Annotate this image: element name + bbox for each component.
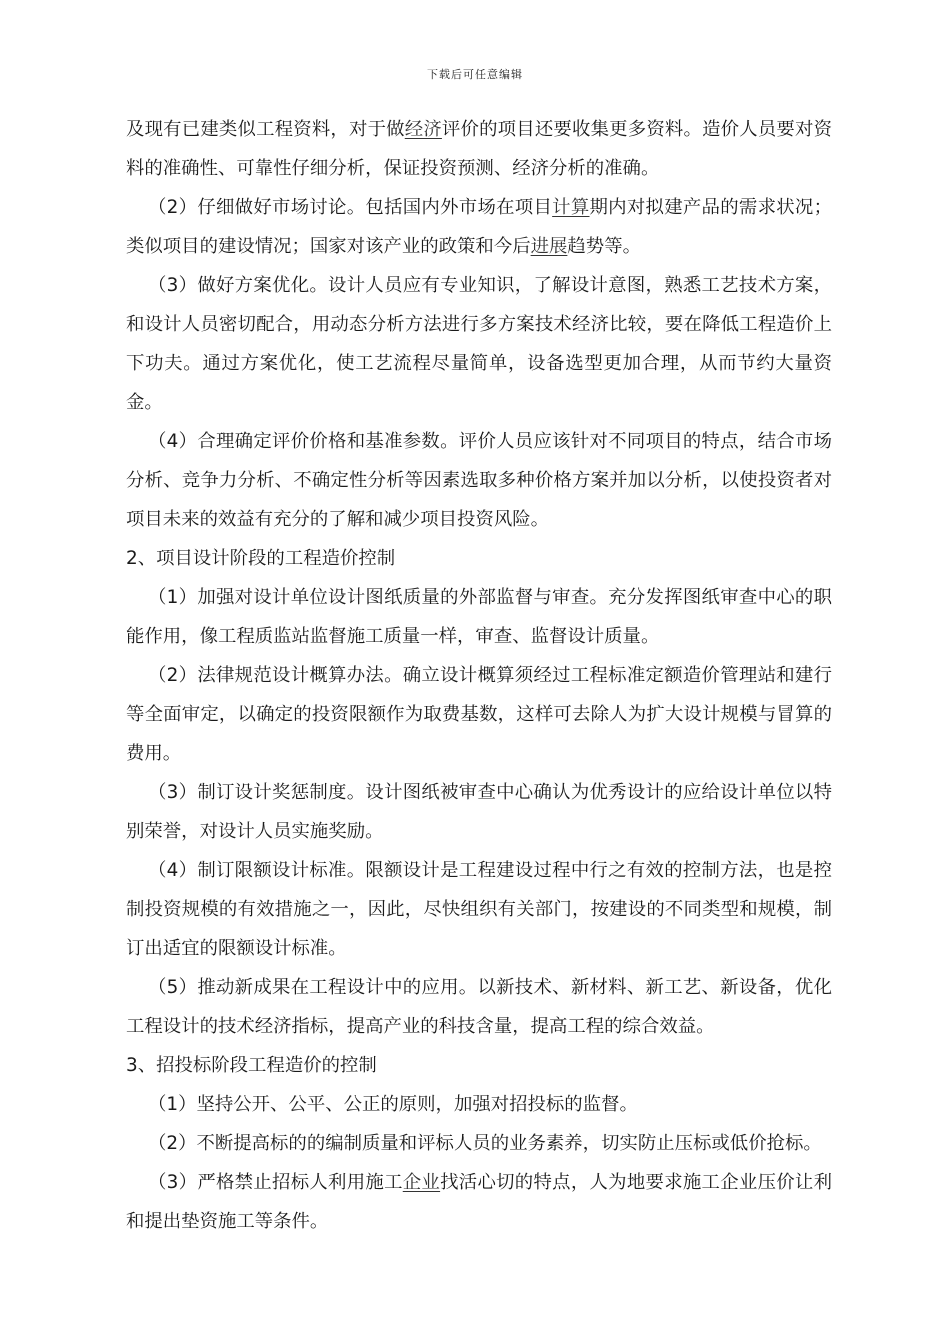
paragraph-price-parameters: （4）合理确定评价价格和基准参数。评价人员应该针对不同项目的特点，结合市场分析、竞争力分析、不确定性分析等因素选取多种价格方案并加以分析，以使投资者对项目未来的效益有充分的了解和减少项目投资风险。 (126, 431, 832, 530)
paragraph-reward-system: （3）制订设计奖惩制度。设计图纸被审查中心确认为优秀设计的应给设计单位以特别荣誉，对设计人员实施奖励。 (126, 782, 832, 842)
paragraph-plan-optimization: （3）做好方案优化。设计人员应有专业知识，了解设计意图，熟悉工艺技术方案，和设计人员密切配合，用动态分析方法进行多方案技术经济比较，要在降低工程造价上下功夫。通过方案优化，使工艺流程尽量简单，设备选型更加合理，从而节约大量资金。 (126, 275, 832, 413)
paragraph-budget-method: （2）法律规范设计概算办法。确立设计概算须经过工程标准定额造价管理站和建行等全面审定，以确定的投资限额作为取费基数，这样可去除人为扩大设计规模与冒算的费用。 (126, 665, 832, 764)
text-run: 找活心切的特点，人为地要求施工企业压价让利和提出垫资施工等条件。 (126, 1172, 832, 1232)
text-run: （2）仔细做好市场讨论。包括国内外市场在项目 (148, 197, 553, 218)
paragraph-market-research (126, 188, 832, 266)
text-run: 及现有已建类似工程资料，对于做 (126, 119, 405, 140)
link-jingji[interactable]: 经济 (404, 119, 442, 140)
page-header: 下载后可任意编辑 (427, 68, 523, 81)
paragraph-open-fair: （1）坚持公开、公平、公正的原则，加强对招投标的监督。 (148, 1094, 638, 1115)
paragraph-prohibit-pressure (126, 1163, 832, 1241)
paragraph-continuation (126, 110, 832, 188)
section-heading-bidding-stage: 3、招投标阶段工程造价的控制 (126, 1055, 377, 1076)
link-qiye[interactable]: 企业 (402, 1172, 441, 1193)
link-jisuan[interactable]: 计算 (552, 197, 590, 218)
link-jinzhan[interactable]: 进展 (530, 236, 568, 257)
text-run: 趋势等。 (567, 236, 641, 257)
document-body (126, 110, 832, 1241)
section-heading-design-stage: 2、项目设计阶段的工程造价控制 (126, 548, 396, 569)
paragraph-bid-quality: （2）不断提高标的的编制质量和评标人员的业务素养，切实防止压标或低价抢标。 (148, 1133, 822, 1154)
text-run: 评价的项目还要收集更多资料。造价人员要对资料的准确性、可靠性仔细分析，保证投资预测、经济分析的准确。 (126, 119, 832, 179)
text-run: 期内对拟建产品的需求状况；类似项目的建设情况；国家对该产业的政策和今后 (126, 197, 832, 257)
paragraph-limit-design: （4）制订限额设计标准。限额设计是工程建设过程中行之有效的控制方法，也是控制投资规模的有效措施之一，因此，尽快组织有关部门，按建设的不同类型和规模，制订出适宜的限额设计标准。 (126, 860, 832, 959)
text-run: （3）严格禁止招标人利用施工 (148, 1172, 403, 1193)
paragraph-design-supervision: （1）加强对设计单位设计图纸质量的外部监督与审查。充分发挥图纸审查中心的职能作用，像工程质监站监督施工质量一样，审查、监督设计质量。 (126, 587, 832, 647)
paragraph-new-achievements: （5）推动新成果在工程设计中的应用。以新技术、新材料、新工艺、新设备，优化工程设计的技术经济指标，提高产业的科技含量，提高工程的综合效益。 (126, 977, 832, 1037)
